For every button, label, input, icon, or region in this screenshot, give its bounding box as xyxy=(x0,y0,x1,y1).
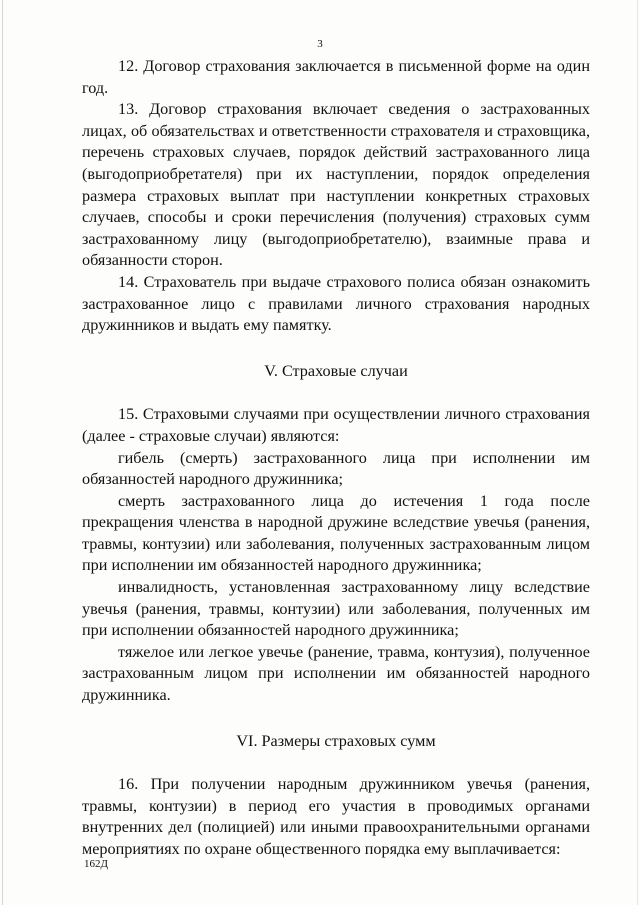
paragraph-16: 16. При получении народным дружинником увечья (ранения, травмы, контузии) в период его участия в проводимых органами внутренних дел (полицией) или иными правоохранительными органами мероприятиях по охране общественного порядка ему выплачивается: xyxy=(82,775,590,858)
paragraph-12: 12. Договор страхования заключается в письменной форме на один год. xyxy=(82,57,590,97)
paragraph-13: 13. Договор страхования включает сведения о застрахованных лицах, об обязательствах и ответственности страхователя и страховщика, перечень страховых случаев, порядок действий застрахованного лица (выгодоприобретателя) при их наступлении, порядок определения размера страховых выплат при наступлении конкретных страховых случаев, способы и сроки перечисления (получения) страховых сумм застрахованному лицу (выгодоприобретателю), взаимные права и обязанности сторон. xyxy=(82,100,590,270)
list-item-insured-event: смерть застрахованного лица до истечения 1 года после прекращения членства в народной дружине вследствие увечья (ранения, травмы, контузии) или заболевания, полученных застрахованным лицом при исполнении им обязанностей народного дружинника; xyxy=(82,491,590,575)
document-body xyxy=(82,56,590,861)
scan-edge-left xyxy=(2,0,3,905)
list-item-insured-event: инвалидность, установленная застрахованному лицу вследствие увечья (ранения, травмы, контузии) или заболевания, полученных им при исполнении обязанностей народного дружинника; xyxy=(82,578,590,640)
paragraph-15: 15. Страховыми случаями при осуществлении личного страхования (далее - страховые случаи) являются: xyxy=(82,405,590,445)
spacer xyxy=(82,337,590,361)
section-heading-v: V. Страховые случаи xyxy=(264,361,408,380)
spacer xyxy=(82,707,590,731)
paragraph-14: 14. Страхователь при выдаче страхового полиса обязан ознакомить застрахованное лицо с правилами личного страхования народных дружинников и выдать ему памятку. xyxy=(82,272,590,335)
scan-edge-right xyxy=(637,0,638,905)
spacer xyxy=(82,752,590,774)
list-item-insured-event: гибель (смерть) застрахованного лица при исполнении им обязанностей народного дружинника; xyxy=(82,448,590,489)
page-number: 3 xyxy=(317,38,323,50)
list-item-insured-event: тяжелое или легкое увечье (ранение, травма, контузия), полученное застрахованным лицом при исполнении им обязанностей народного дружинника. xyxy=(82,642,590,705)
document-code: 162Д xyxy=(84,858,109,870)
section-heading-vi: VI. Размеры страховых сумм xyxy=(236,731,436,750)
spacer xyxy=(82,382,590,404)
